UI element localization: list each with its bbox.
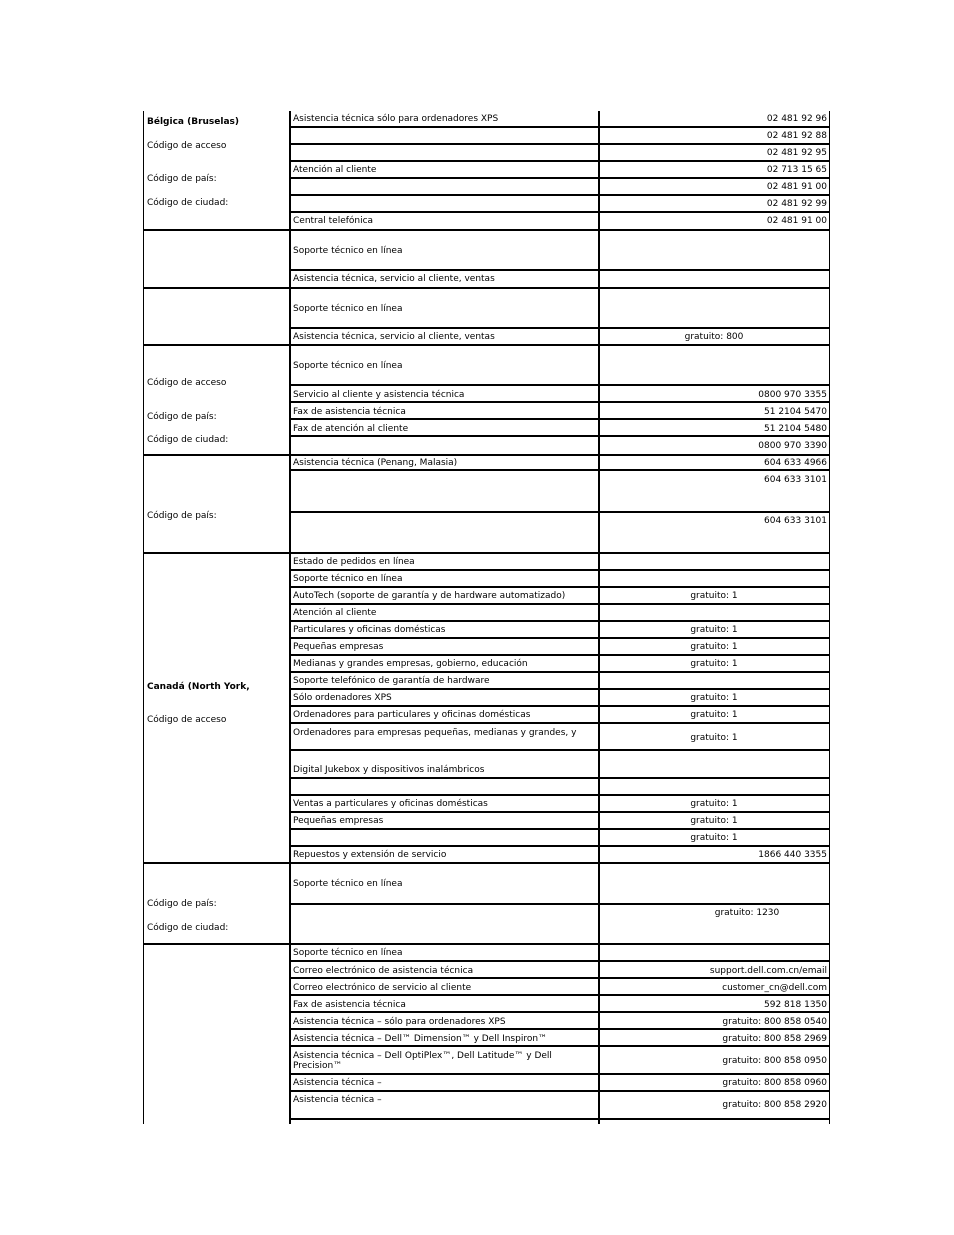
phone-number: 604 633 3101 [764, 475, 827, 485]
row-separator [289, 654, 830, 656]
service-description: Correo electrónico de asistencia técnica [293, 966, 474, 976]
service-description: Asistencia técnica – [293, 1095, 382, 1105]
country-code-label: Código de país: [147, 899, 217, 909]
phone-number: gratuito: 1 [690, 642, 738, 652]
phone-number: gratuito: 800 858 2920 [722, 1100, 827, 1110]
city-code-label: Código de ciudad: [147, 923, 229, 933]
row-separator [289, 722, 830, 724]
row-separator [289, 1118, 830, 1120]
service-description: Asistencia técnica, servicio al cliente, ventas [293, 274, 495, 284]
row-separator [289, 143, 830, 145]
service-description: Soporte técnico en línea [293, 361, 403, 371]
phone-number: gratuito: 800 858 0960 [722, 1078, 827, 1088]
phone-number: gratuito: 1 [690, 799, 738, 809]
row-separator [289, 671, 830, 673]
phone-number: gratuito: 800 858 2969 [722, 1034, 827, 1044]
service-description: Particulares y oficinas domésticas [293, 625, 446, 635]
table-left-border [143, 111, 144, 1124]
row-separator [289, 418, 830, 420]
phone-number: gratuito: 1 [690, 816, 738, 826]
row-separator [289, 269, 830, 271]
service-description: Asistencia técnica – [293, 1078, 382, 1088]
row-separator [289, 384, 830, 386]
service-description: Soporte técnico en línea [293, 879, 403, 889]
row-separator [289, 637, 830, 639]
phone-number: 0800 970 3390 [758, 441, 827, 451]
group-separator [143, 552, 830, 554]
phone-number: gratuito: 1230 [714, 908, 780, 918]
table-right-border [829, 111, 830, 1124]
service-description: Asistencia técnica sólo para ordenadores XPS [293, 114, 499, 124]
row-separator [289, 327, 830, 329]
service-description: Correo electrónico de servicio al cliente [293, 983, 472, 993]
phone-number: 02 481 91 00 [766, 216, 827, 226]
phone-number: 51 2104 5470 [764, 407, 827, 417]
row-separator [289, 401, 830, 403]
service-description: Fax de atención al cliente [293, 424, 409, 434]
group-separator [143, 454, 830, 456]
row-separator [289, 160, 830, 162]
service-description: Ordenadores para empresas pequeñas, medianas y grandes, y [293, 728, 577, 738]
phone-number: gratuito: 1 [690, 693, 738, 703]
service-description: Soporte técnico en línea [293, 948, 403, 958]
service-description: Precision™ [293, 1061, 343, 1071]
phone-number: 1866 440 3355 [758, 850, 827, 860]
row-separator [289, 903, 830, 905]
service-description: Asistencia técnica – Dell OptiPlex™, Dell Latitude™ y Dell [293, 1051, 552, 1061]
service-description: Asistencia técnica (Penang, Malasia) [293, 458, 458, 468]
row-separator [289, 469, 830, 471]
row-separator [289, 828, 830, 830]
row-separator [289, 511, 830, 513]
service-description: Soporte técnico en línea [293, 246, 403, 256]
access-code-label: Código de acceso [147, 715, 227, 725]
phone-number: 604 633 3101 [764, 516, 827, 526]
row-separator [289, 620, 830, 622]
row-separator [289, 977, 830, 979]
service-description: Digital Jukebox y dispositivos inalámbricos [293, 765, 485, 775]
row-separator [289, 1090, 830, 1092]
access-code-label: Código de acceso [147, 378, 227, 388]
service-description: AutoTech (soporte de garantía y de hardware automatizado) [293, 591, 566, 601]
phone-number: 02 481 92 99 [766, 199, 827, 209]
row-separator [289, 194, 830, 196]
phone-number: 02 481 92 96 [766, 114, 827, 124]
row-separator [289, 1028, 830, 1030]
country-code-label: Código de país: [147, 174, 217, 184]
service-description: Asistencia técnica, servicio al cliente, ventas [293, 332, 495, 342]
phone-number: 02 481 91 00 [766, 182, 827, 192]
row-separator [289, 994, 830, 996]
service-description: Central telefónica [293, 216, 374, 226]
country-name: Canadá (North York, [147, 682, 250, 692]
service-description: Sólo ordenadores XPS [293, 693, 392, 703]
column-divider-2 [598, 111, 600, 1124]
row-separator [289, 586, 830, 588]
service-description: Servicio al cliente y asistencia técnica [293, 390, 465, 400]
country-code-label: Código de país: [147, 511, 217, 521]
phone-number: gratuito: 1 [690, 710, 738, 720]
row-separator [289, 1045, 830, 1047]
row-separator [289, 688, 830, 690]
service-description: Ordenadores para particulares y oficinas domésticas [293, 710, 531, 720]
row-separator [289, 603, 830, 605]
phone-number: 02 481 92 88 [766, 131, 827, 141]
service-description: Repuestos y extensión de servicio [293, 850, 447, 860]
email-address: support.dell.com.cn/email [709, 966, 827, 976]
service-description: Soporte técnico en línea [293, 304, 403, 314]
service-description: Medianas y grandes empresas, gobierno, educación [293, 659, 528, 669]
row-separator [289, 811, 830, 813]
service-description: Fax de asistencia técnica [293, 1000, 406, 1010]
row-separator [289, 960, 830, 962]
phone-number: gratuito: 1 [690, 591, 738, 601]
phone-number: 604 633 4966 [764, 458, 827, 468]
service-description: Pequeñas empresas [293, 642, 384, 652]
row-separator [289, 777, 830, 779]
phone-number: 0800 970 3355 [758, 390, 827, 400]
phone-number: 51 2104 5480 [764, 424, 827, 434]
service-description: Asistencia técnica – Dell™ Dimension™ y Dell Inspiron™ [293, 1034, 548, 1044]
phone-number: 02 481 92 95 [766, 148, 827, 158]
city-code-label: Código de ciudad: [147, 198, 229, 208]
phone-number: gratuito: 800 [684, 332, 744, 342]
row-separator [289, 705, 830, 707]
row-separator [289, 1073, 830, 1075]
group-separator [143, 344, 830, 346]
service-description: Atención al cliente [293, 165, 377, 175]
service-description: Soporte telefónico de garantía de hardware [293, 676, 490, 686]
row-separator [289, 211, 830, 213]
phone-number: 592 818 1350 [764, 1000, 827, 1010]
access-code-label: Código de acceso [147, 141, 227, 151]
row-separator [289, 845, 830, 847]
group-separator [143, 229, 830, 231]
row-separator [289, 1011, 830, 1013]
group-separator [143, 862, 830, 864]
service-description: Asistencia técnica – sólo para ordenadores XPS [293, 1017, 506, 1027]
service-description: Soporte técnico en línea [293, 574, 403, 584]
phone-number: gratuito: 1 [690, 733, 738, 743]
row-separator [289, 126, 830, 128]
service-description: Fax de asistencia técnica [293, 407, 406, 417]
email-address: customer_cn@dell.com [722, 983, 827, 993]
column-divider-1 [289, 111, 291, 1124]
service-description: Atención al cliente [293, 608, 377, 618]
row-separator [289, 435, 830, 437]
phone-number: 02 713 15 65 [766, 165, 827, 175]
row-separator [289, 177, 830, 179]
row-separator [289, 749, 830, 751]
group-separator [143, 943, 830, 945]
service-description: Ventas a particulares y oficinas domésticas [293, 799, 488, 809]
service-description: Pequeñas empresas [293, 816, 384, 826]
country-code-label: Código de país: [147, 412, 217, 422]
country-name: Bélgica (Bruselas) [147, 117, 240, 127]
phone-number: gratuito: 1 [690, 625, 738, 635]
phone-number: gratuito: 800 858 0950 [722, 1056, 827, 1066]
phone-number: gratuito: 800 858 0540 [722, 1017, 827, 1027]
row-separator [289, 794, 830, 796]
phone-number: gratuito: 1 [690, 659, 738, 669]
row-separator [289, 569, 830, 571]
group-separator [143, 287, 830, 289]
city-code-label: Código de ciudad: [147, 435, 229, 445]
phone-number: gratuito: 1 [690, 833, 738, 843]
service-description: Estado de pedidos en línea [293, 557, 415, 567]
